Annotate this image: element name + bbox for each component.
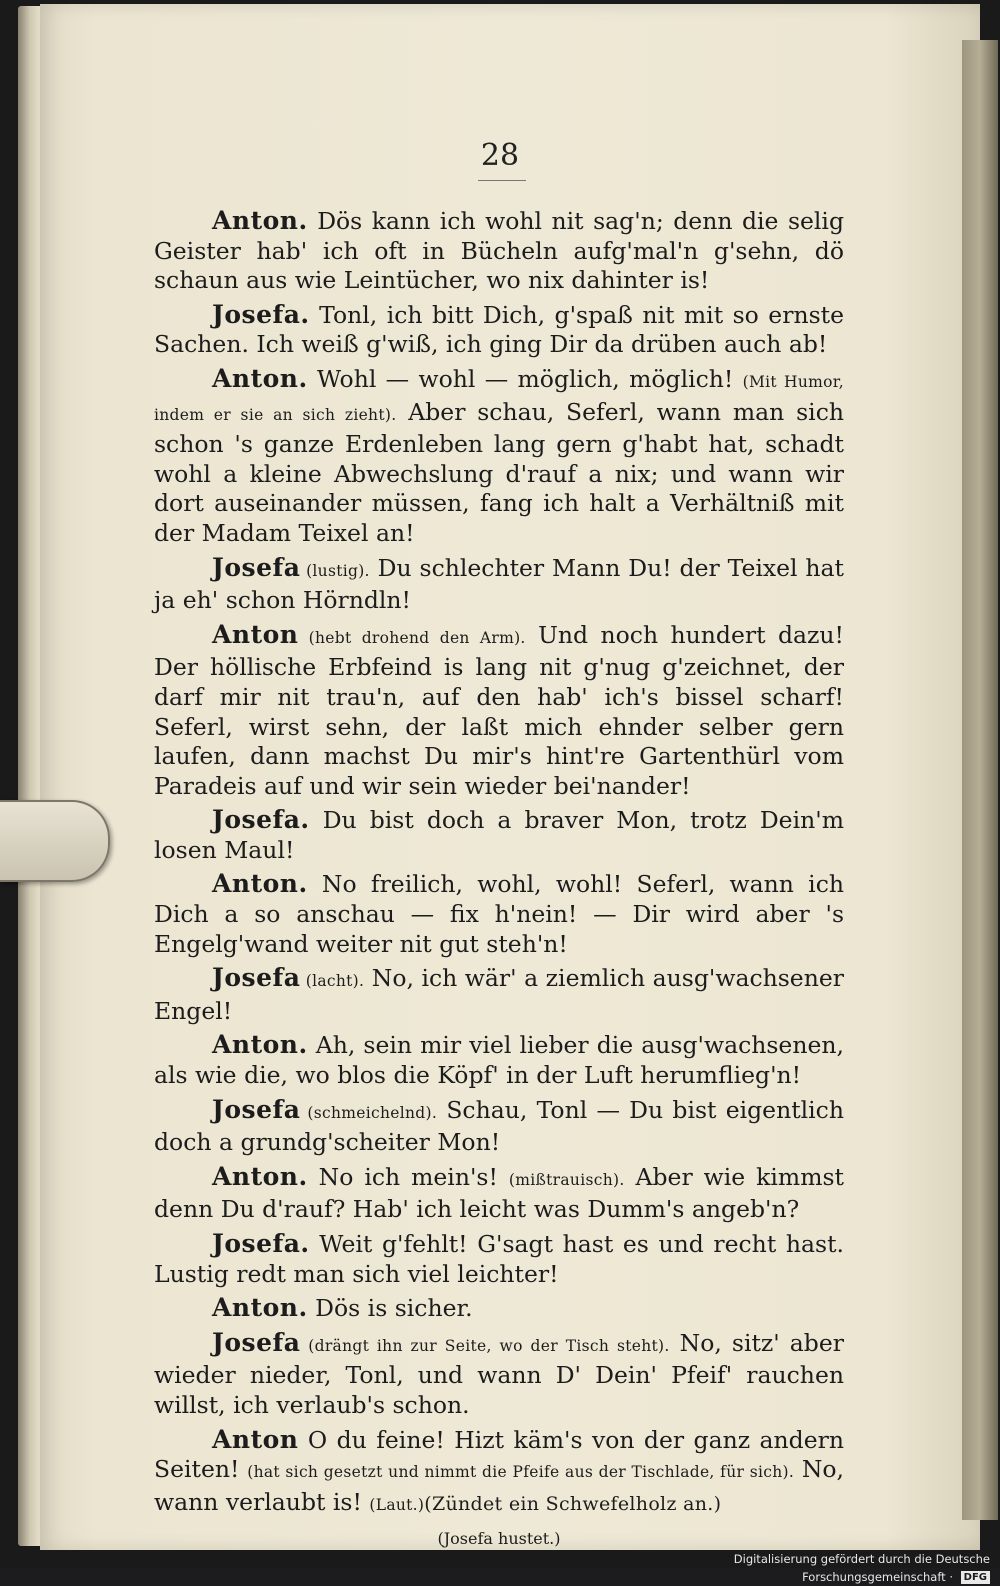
dialogue-paragraph <box>154 1293 844 1324</box>
dialogue-paragraph <box>154 805 844 865</box>
speaker-name: Josefa <box>212 1327 301 1357</box>
stage-direction: (Zündet ein Schwefelholz an.) <box>424 1492 722 1515</box>
spoken-text: Dös is sicher. <box>307 1294 473 1323</box>
stage-direction: (Mit Humor, indem er sie an sich zieht). <box>154 372 844 424</box>
spoken-text: No freilich, wohl, wohl! Seferl, wann ich Dich a so anschau — fix h'nein! — Dir wird aber 's Engelg'wand weiter nit gut steh'n! <box>154 870 844 958</box>
stage-direction: (schmeichelnd). <box>300 1103 438 1122</box>
dialogue-paragraph <box>154 300 844 360</box>
speaker-name: Anton. <box>212 1293 308 1323</box>
spoken-text: Und noch hundert dazu! Der höllische Erbfeind is lang nit g'nug g'zeichnet, der darf mir nit trau'n, auf den hab' ich's bissel scharf! Seferl, wirst sehn, der laßt mich ehnder selber gern laufen, dann machst Du mir's hint're Gartenthürl vom Paradeis auf und wir sein wieder bei'nander! <box>154 620 844 800</box>
speaker-name: Josefa <box>212 552 301 582</box>
dialogue-text <box>154 206 844 1558</box>
stage-direction: (Laut.) <box>369 1495 425 1514</box>
speaker-name: Anton. <box>212 1161 308 1191</box>
spoken-text: O du feine! Hizt käm's von der ganz andern Seiten! <box>154 1425 844 1484</box>
dialogue-paragraph <box>154 1425 844 1521</box>
spoken-text: Du schlechter Mann Du! der Teixel hat ja eh' schon Hörndln! <box>154 553 844 615</box>
stage-direction: (hebt drohend den Arm). <box>298 628 526 647</box>
spoken-text: Weit g'fehlt! G'sagt hast es und recht hast. Lustig redt man sich viel leichter! <box>154 1230 844 1288</box>
speaker-name: Josefa. <box>212 299 310 329</box>
footer-credit: Digitalisierung gefördert durch die Deutsche Forschungsgemeinschaft · DFG <box>733 1552 990 1584</box>
dialogue-paragraph <box>154 620 844 802</box>
footer-credit-text: Digitalisierung gefördert durch die Deutsche Forschungsgemeinschaft <box>733 1552 990 1584</box>
spoken-text: Dös kann ich wohl nit sag'n; denn die selig Geister hab' ich oft in Bücheln aufg'mal'n g'sehn, dö schaun aus wie Leintücher, wo nix dahinter is! <box>154 207 844 295</box>
speaker-name: Josefa. <box>212 805 310 835</box>
spoken-text: No, wann verlaubt is! <box>154 1455 844 1516</box>
speaker-name: Anton <box>212 1424 299 1454</box>
dialogue-paragraph <box>154 364 844 549</box>
spoken-text: Tonl, ich bitt Dich, g'spaß nit mit so ernste Sachen. Ich weiß g'wiß, ich ging Dir da drüben auch ab! <box>154 300 844 359</box>
speaker-name: Anton <box>212 619 299 649</box>
page-stack-right-edge <box>962 40 998 1520</box>
page-number: 28 <box>480 138 520 173</box>
dialogue-paragraph <box>154 869 844 959</box>
speaker-name: Anton. <box>212 1030 308 1060</box>
stage-direction: (mißtrauisch). <box>508 1170 625 1189</box>
stage-direction: (drängt ihn zur Seite, wo der Tisch steht). <box>300 1336 670 1355</box>
dialogue-paragraph <box>154 553 844 616</box>
dialogue-paragraph <box>154 1030 844 1090</box>
stage-direction: (lustig). <box>300 561 370 580</box>
speaker-name: Anton. <box>212 869 308 899</box>
dialogue-paragraph <box>154 1095 844 1158</box>
speaker-name: Anton. <box>212 206 308 235</box>
spoken-text: Aber wie kimmst denn Du d'rauf? Hab' ich leicht was Dumm's angeb'n? <box>154 1162 844 1224</box>
dialogue-paragraph <box>154 1162 844 1225</box>
spoken-text: Ah, sein mir viel lieber die ausg'wachsenen, als wie die, wo blos die Köpf' in der Luft herumflieg'n! <box>154 1031 844 1090</box>
stage-direction: (lacht). <box>300 972 365 991</box>
speaker-name: Anton. <box>212 363 308 393</box>
spoken-text: Wohl — wohl — möglich, möglich! <box>307 364 743 393</box>
speaker-name: Josefa <box>212 1094 301 1124</box>
spoken-text: Aber schau, Seferl, wann man sich schon 's ganze Erdenleben lang gern g'habt hat, schadt wohl a kleine Abwechslung d'rauf a nix; und wann wir dort auseinander müssen, fang ich halt a Verhältniß mit der Madam Teixel an! <box>154 397 844 547</box>
stage-direction: (hat sich gesetzt und nimmt die Pfeife aus der Tischlade, für sich). <box>247 1463 795 1482</box>
page-number-rule <box>478 180 526 181</box>
closing-stage-direction: (Josefa hustet.) <box>437 1529 561 1549</box>
dialogue-paragraph <box>154 1229 844 1289</box>
spoken-text: No, sitz' aber wieder nieder, Tonl, und wann D' Dein' Pfeif' rauchen willst, ich verlaub's schon. <box>154 1328 844 1419</box>
dfg-logo: DFG <box>961 1571 990 1584</box>
dialogue-paragraph <box>154 963 844 1026</box>
scan-clip-tab <box>0 800 110 882</box>
speaker-name: Josefa. <box>212 1229 310 1258</box>
spoken-text: No ich mein's! <box>307 1162 509 1191</box>
speaker-name: Josefa <box>212 963 301 993</box>
dialogue-paragraph <box>154 206 844 296</box>
spoken-text: Schau, Tonl — Du bist eigentlich doch a grundg'scheiter Mon! <box>154 1095 844 1157</box>
dialogue-paragraph <box>154 1328 844 1421</box>
spoken-text: Du bist doch a braver Mon, trotz Dein'm losen Maul! <box>154 806 844 864</box>
spoken-text: No, ich wär' a ziemlich ausg'wachsener Engel! <box>154 964 844 1025</box>
